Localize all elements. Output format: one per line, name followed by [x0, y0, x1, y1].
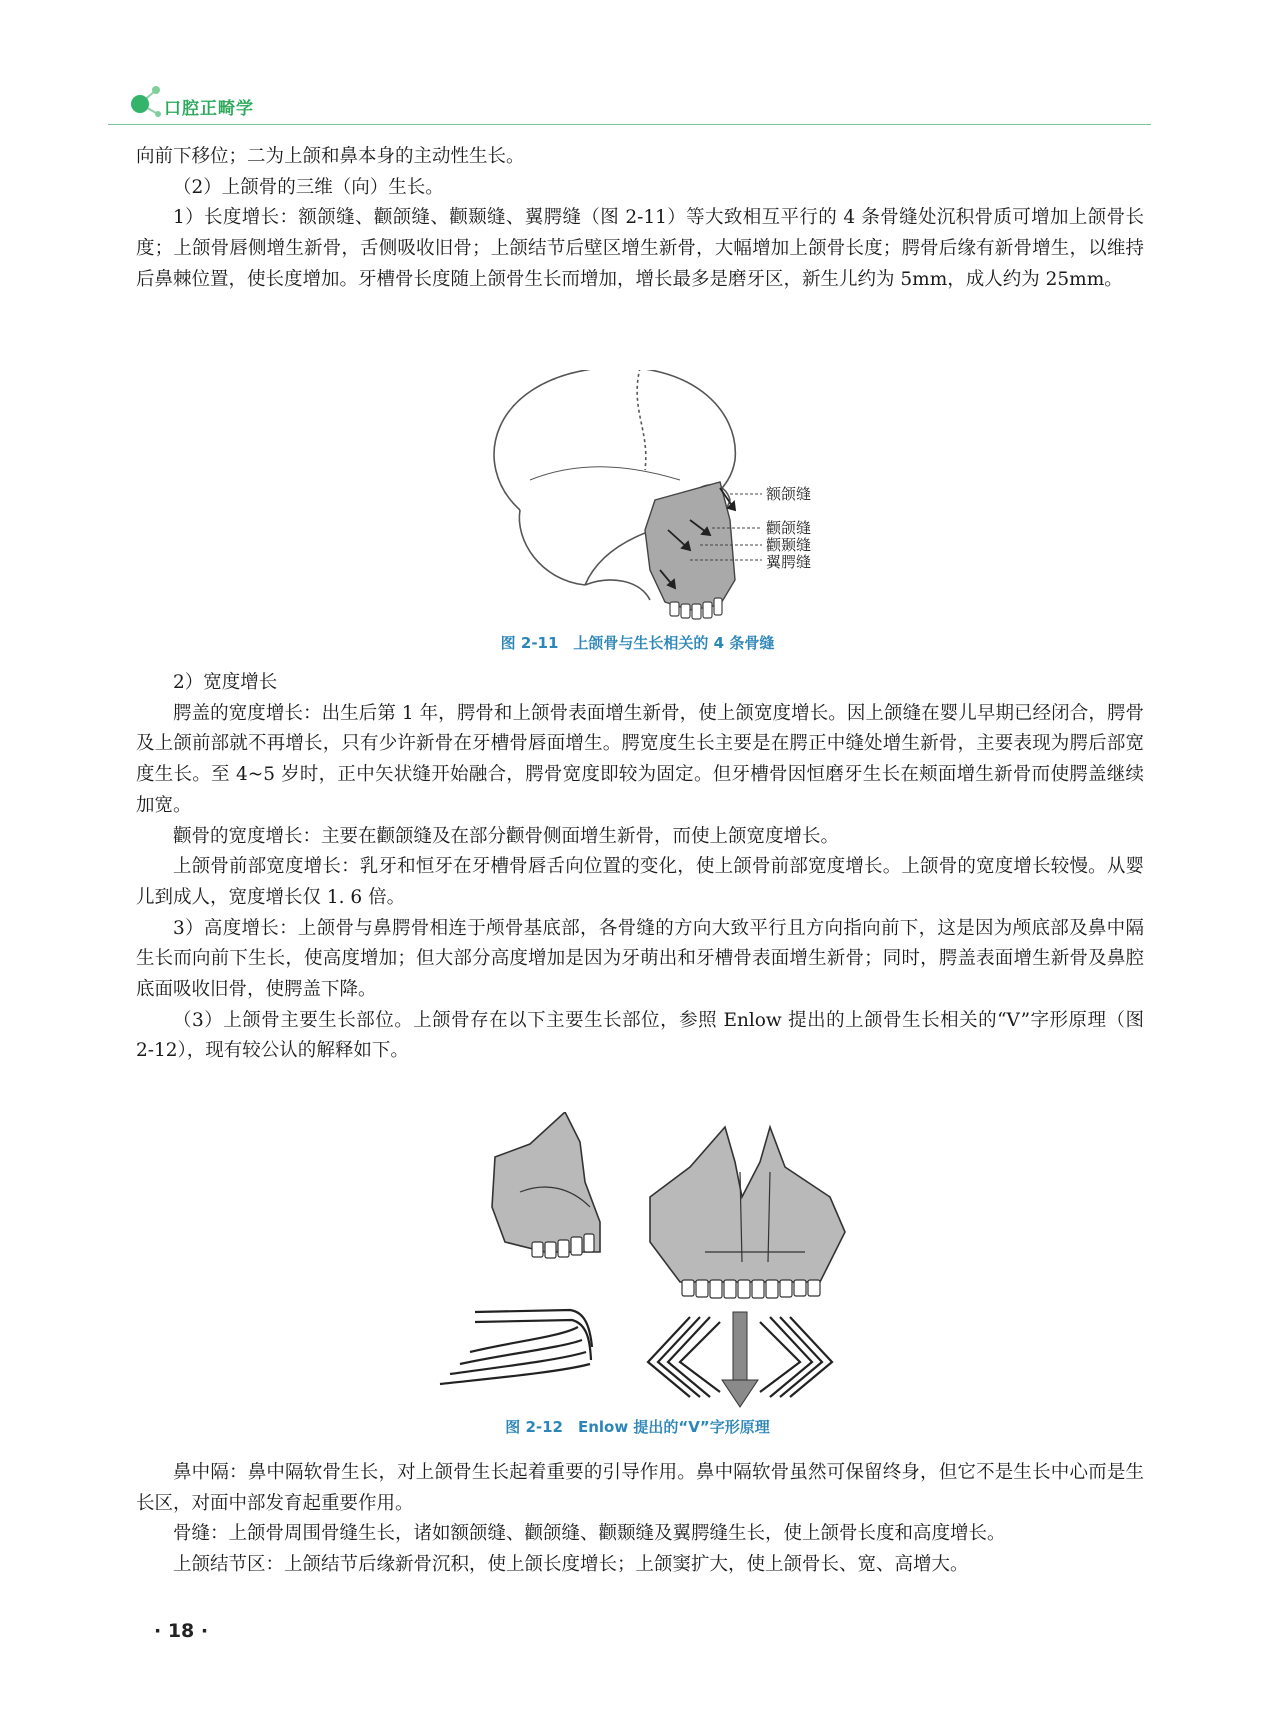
figure-2-11 — [0, 370, 1275, 630]
paragraph: 1）长度增长：额颌缝、颧颌缝、颧颞缝、翼腭缝（图 2-11）等大致相互平行的 4 条骨缝处沉积骨质可增加上颌骨长度；上颌骨唇侧增生新骨，舌侧吸收旧骨；上颌结节后壁区增生新骨，大幅增加上颌骨长度；腭骨后缘有新骨增生，以维持后鼻棘位置，使长度增加。牙槽骨长度随上颌骨生长而增加，增长最多是磨牙区，新生儿约为 5mm，成人约为 25mm。 — [136, 207, 1144, 290]
text-block-1 — [136, 142, 1144, 296]
page-number: · 18 · — [154, 1620, 209, 1642]
paragraph: 骨缝：上颌骨周围骨缝生长，诸如额颌缝、颧颌缝、颧颞缝及翼腭缝生长，使上颌骨长度和高度增长。 — [173, 1523, 1006, 1545]
paragraph: （3）上颌骨主要生长部位。上颌骨存在以下主要生长部位，参照 Enlow 提出的上颌骨生长相关的“V”字形原理（图 2-12），现有较公认的解释如下。 — [136, 1009, 1144, 1062]
paragraph: （2）上颌骨的三维（向）生长。 — [173, 176, 444, 198]
text-block-2 — [136, 668, 1144, 1067]
paragraph: 3）高度增长：上颌骨与鼻腭骨相连于颅骨基底部，各骨缝的方向大致平行且方向指向前下，这是因为颅底部及鼻中隔生长而向前下生长，使高度增加；但大部分高度增加是因为牙萌出和牙槽骨表面增生新骨；同时，腭盖表面增生新骨及鼻腔底面吸收旧骨，使腭盖下降。 — [136, 917, 1144, 1001]
paragraph: 鼻中隔：鼻中隔软骨生长，对上颌骨生长起着重要的引导作用。鼻中隔软骨虽然可保留终身，但它不是生长中心而是生长区，对面中部发育起重要作用。 — [136, 1462, 1144, 1514]
skull-illustration — [0, 370, 1275, 630]
label-zygomaticomaxillary: 颧颌缝 — [766, 519, 812, 537]
book-title: 口腔正畸学 — [164, 99, 254, 119]
paragraph: 腭盖的宽度增长：出生后第 1 年，腭骨和上颌骨表面增生新骨，使上颌宽度增长。因上颌缝在婴儿早期已经闭合，腭骨及上颌前部就不再增长，只有少许新骨在牙槽骨唇面增生。腭宽度生长主要是在腭正中缝处增生新骨，主要表现为腭后部宽度生长。至 4~5 岁时，正中矢状缝开始融合，腭骨宽度即较为固定。但牙槽骨因恒磨牙生长在颊面增生新骨而使腭盖继续加宽。 — [136, 702, 1144, 816]
paragraph: 向前下移位；二为上颌和鼻本身的主动性生长。 — [136, 146, 525, 167]
label-zygomaticotemporal: 颧颞缝 — [766, 536, 812, 554]
label-pterygopalatine: 翼腭缝 — [766, 553, 812, 571]
molecule-logo-icon — [126, 84, 166, 124]
header-divider — [108, 124, 1151, 125]
label-frontomaxillary: 额颌缝 — [766, 485, 812, 503]
paragraph: 2）宽度增长 — [173, 672, 278, 693]
enlow-v-illustration — [0, 1112, 1275, 1412]
paragraph: 上颌结节区：上颌结节后缘新骨沉积，使上颌长度增长；上颌窦扩大，使上颌骨长、宽、高增大。 — [173, 1554, 969, 1576]
figure-caption-2-11: 图 2-11 上颌骨与生长相关的 4 条骨缝 — [500, 634, 775, 652]
paragraph: 颧骨的宽度增长：主要在颧颌缝及在部分颧骨侧面增生新骨，而使上颌宽度增长。 — [173, 825, 840, 847]
paragraph: 上颌骨前部宽度增长：乳牙和恒牙在牙槽骨唇舌向位置的变化，使上颌骨前部宽度增长。上颌骨的宽度增长较慢。从婴儿到成人，宽度增长仅 1. 6 倍。 — [136, 856, 1144, 908]
figure-2-12 — [0, 1112, 1275, 1412]
figure-caption-2-12: 图 2-12 Enlow 提出的“V”字形原理 — [505, 1418, 770, 1436]
running-header — [126, 84, 1146, 124]
text-block-3 — [136, 1458, 1144, 1581]
